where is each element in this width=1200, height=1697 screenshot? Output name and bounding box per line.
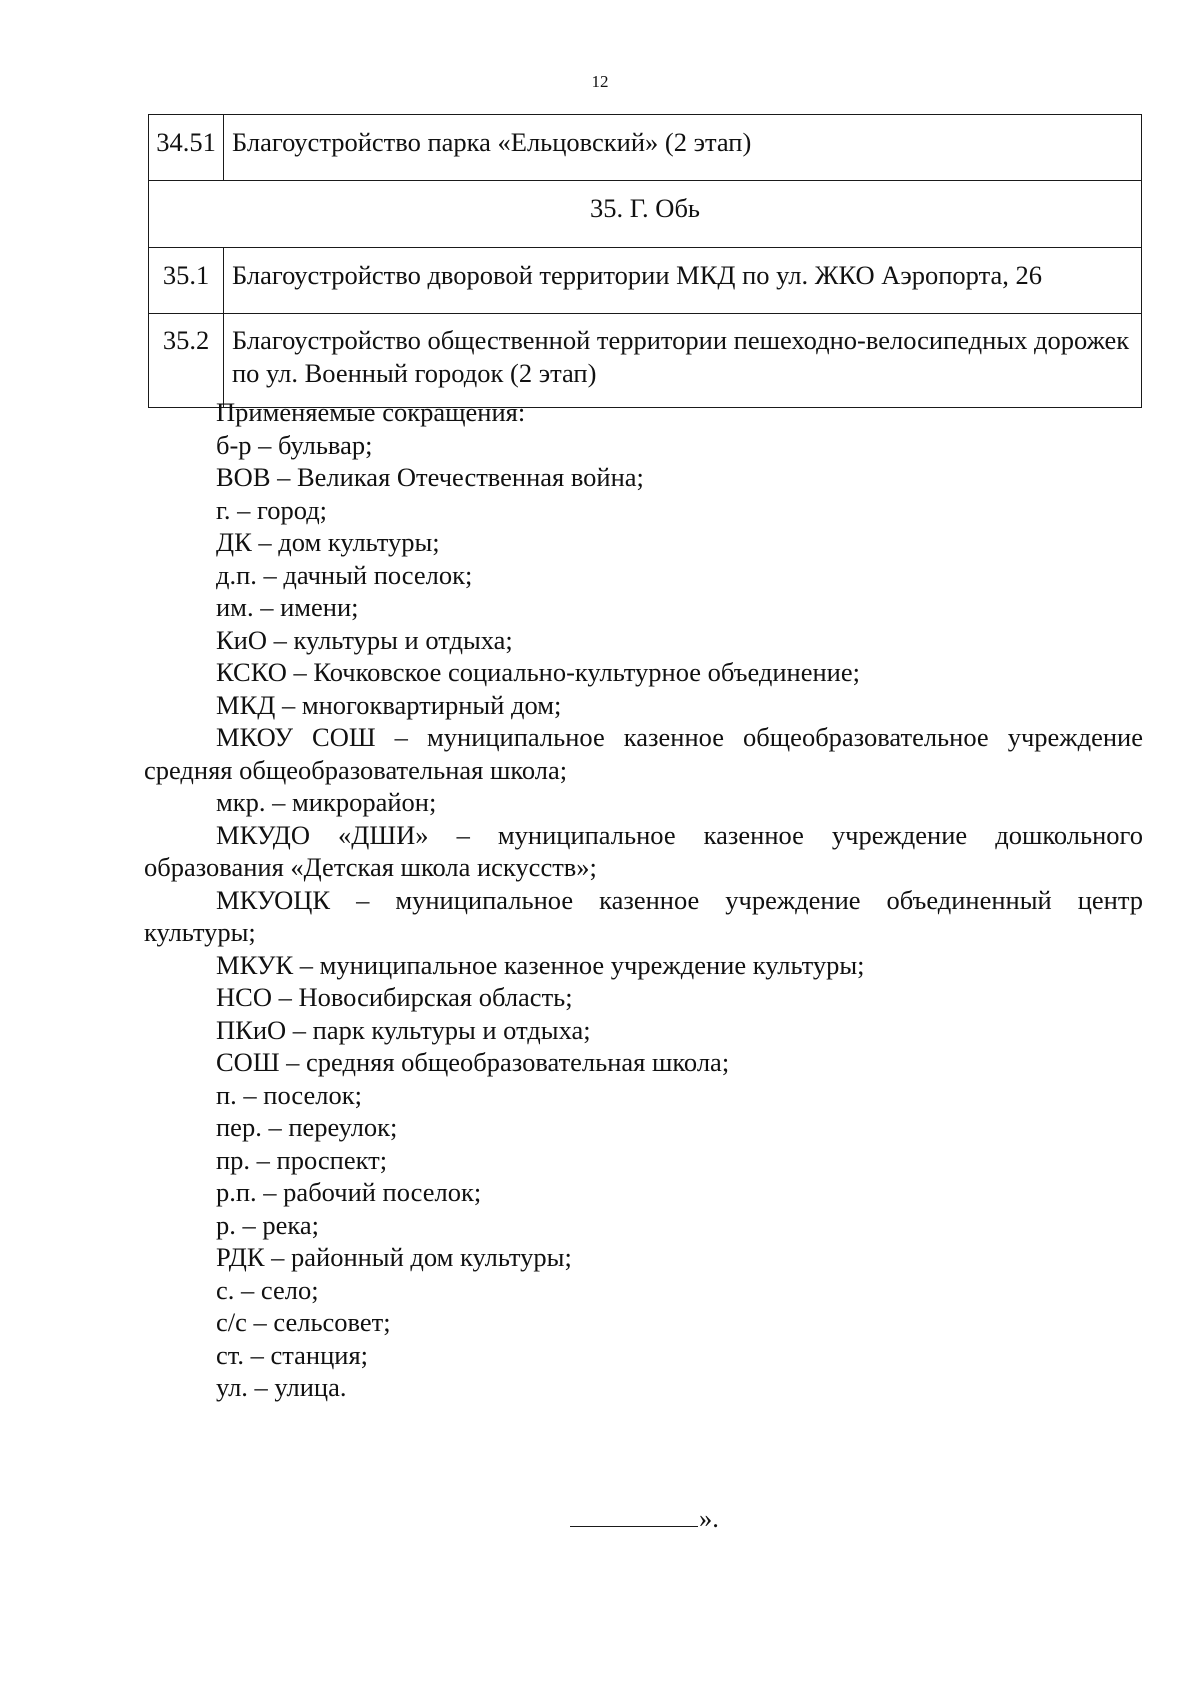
list-item: МКОУ СОШ – муниципальное казенное общеобразовательное учреждение средняя общеобразовательная школа; (144, 722, 1143, 785)
list-item: МКУК – муниципальное казенное учреждение культуры; (216, 949, 865, 980)
list-item: пер. – переулок; (216, 1112, 398, 1142)
list-item: КиО – культуры и отдыха; (216, 624, 513, 655)
row-number: 35.2 (149, 314, 224, 408)
list-item: б-р – бульвар; (216, 429, 373, 460)
list-item: г. – город; (216, 494, 328, 525)
list-item: РДК – районный дом культуры; (216, 1242, 572, 1272)
list-item: пр. – проспект; (216, 1144, 388, 1175)
table-row (149, 248, 1142, 314)
page-number: 12 (591, 72, 609, 91)
table-row (149, 314, 1142, 408)
row-number: 35.1 (149, 248, 224, 314)
list-item: КСКО – Кочковское социально-культурное объединение; (216, 657, 860, 687)
section-heading: 35. Г. Обь (149, 181, 1142, 248)
list-item: МКД – многоквартирный дом; (216, 689, 562, 720)
list-item: с/с – сельсовет; (216, 1307, 391, 1337)
list-item: ПКиО – парк культуры и отдыха; (216, 1014, 591, 1045)
row-text: Благоустройство дворовой территории МКД по ул. ЖКО Аэропорта, 26 (224, 248, 1142, 314)
list-item: МКУДО «ДШИ» – муниципальное казенное учреждение дошкольного образования «Детская школа искусств»; (144, 819, 1143, 882)
closing-mark (570, 1502, 719, 1534)
items-table (148, 114, 1142, 408)
list-item: р.п. – рабочий поселок; (216, 1177, 482, 1207)
abbreviations-heading: Применяемые сокращения: (216, 397, 526, 427)
list-item: с. – село; (216, 1274, 319, 1305)
table-row (149, 115, 1142, 181)
abbreviations-list (144, 396, 1143, 1404)
list-item: п. – поселок; (216, 1079, 362, 1110)
list-item: НСО – Новосибирская область; (216, 982, 573, 1012)
row-number: 34.51 (149, 115, 224, 181)
list-item: СОШ – средняя общеобразовательная школа; (216, 1047, 730, 1077)
list-item: р. – река; (216, 1209, 319, 1240)
row-text: Благоустройство общественной территории пешеходно-велосипедных дорожек по ул. Военный городок (2 этап) (224, 314, 1142, 408)
list-item: ул. – улица. (216, 1372, 347, 1402)
list-item: д.п. – дачный поселок; (216, 559, 473, 590)
list-item: ДК – дом культуры; (216, 527, 440, 557)
list-item: мкр. – микрорайон; (216, 787, 437, 817)
signature-underline (570, 1504, 698, 1527)
list-item: ВОВ – Великая Отечественная война; (216, 462, 644, 492)
list-item: ст. – станция; (216, 1339, 368, 1370)
list-item: МКУОЦК – муниципальное казенное учреждение объединенный центр культуры; (144, 884, 1143, 947)
list-item: им. – имени; (216, 592, 359, 622)
closing-quote: ». (699, 1503, 719, 1533)
row-text: Благоустройство парка «Ельцовский» (2 этап) (224, 115, 1142, 181)
table-section-row (149, 181, 1142, 248)
